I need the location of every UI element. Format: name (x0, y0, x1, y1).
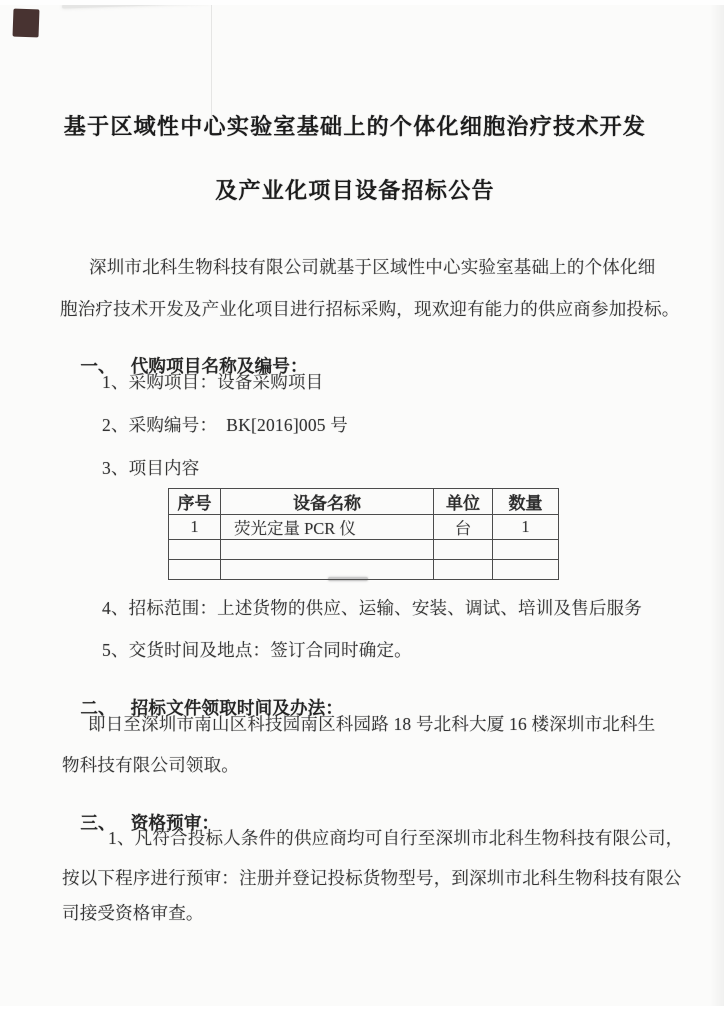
section-3-body-line-3: 司接受资格审查。 (62, 903, 204, 923)
cell-quantity: 1 (493, 515, 559, 540)
section-1-heading-text: 代购项目名称及编号： (130, 356, 308, 376)
equipment-table-row-1 (169, 515, 559, 540)
document-title-line-1: 基于区域性中心实验室基础上的个体化细胞治疗技术开发 (63, 114, 647, 139)
section-2-body-line-1: 即日至深圳市南山区科技园南区科园路 18 号北科大厦 16 楼深圳市北科生 (88, 714, 656, 734)
equipment-table (168, 488, 559, 580)
scan-bottom-edge (0, 1006, 724, 1024)
cell-empty (221, 560, 434, 580)
section-3-body-line-1: 1、凡符合投标人条件的供应商均可自行至深圳市北科生物科技有限公司， (108, 828, 684, 848)
equipment-table-row-2 (169, 540, 559, 560)
section-2-body-line-2: 物科技有限公司领取。 (62, 755, 239, 775)
section-3-body-line-2: 按以下程序进行预审：注册并登记投标货物型号，到深圳市北科生物科技有限公 (62, 868, 682, 888)
equipment-table-header-row (169, 489, 559, 515)
section-2-heading-text: 招标文件领取时间及办法： (130, 698, 344, 718)
intro-paragraph-line-1: 深圳市北科生物科技有限公司就基于区域性中心实验室基础上的个体化细 (89, 257, 656, 277)
section-2-number: 二、 (80, 698, 116, 718)
section-1-number: 一、 (80, 356, 116, 376)
equipment-table-row-3 (169, 560, 559, 580)
header-cell-serial: 序号 (169, 489, 221, 515)
section-3-heading-text: 资格预审： (130, 813, 220, 833)
cell-name: 荧光定量 PCR 仪 (221, 515, 434, 540)
header-cell-quantity: 数量 (493, 489, 559, 515)
scan-fold-line (211, 0, 212, 118)
cell-empty (434, 540, 493, 560)
list-item-project-content: 3、项目内容 (102, 458, 200, 478)
intro-paragraph-line-2: 胞治疗技术开发及产业化项目进行招标采购，现欢迎有能力的供应商参加投标。 (60, 299, 680, 319)
cell-serial: 1 (169, 515, 221, 540)
list-item-bid-scope: 4、招标范围：上述货物的供应、运输、安装、调试、培训及售后服务 (102, 598, 642, 618)
cell-empty (221, 540, 434, 560)
cell-empty (493, 540, 559, 560)
cell-empty (434, 560, 493, 580)
scan-corner-mark (13, 9, 40, 38)
scan-right-edge-shadow (710, 0, 724, 1024)
cell-empty (169, 560, 221, 580)
scan-top-edge (0, 0, 724, 5)
document-title-line-2: 及产业化项目设备招标公告 (215, 178, 495, 203)
header-cell-unit: 单位 (434, 489, 493, 515)
list-item-delivery: 5、交货时间及地点：签订合同时确定。 (102, 640, 412, 660)
list-item-purchase-number: 2、采购编号： BK[2016]005 号 (102, 415, 348, 435)
cell-unit: 台 (434, 515, 493, 540)
cell-empty (169, 540, 221, 560)
list-item-purchase-project: 1、采购项目：设备采购项目 (102, 372, 324, 392)
cell-empty (493, 560, 559, 580)
section-3-number: 三、 (80, 813, 116, 833)
header-cell-name: 设备名称 (221, 489, 434, 515)
